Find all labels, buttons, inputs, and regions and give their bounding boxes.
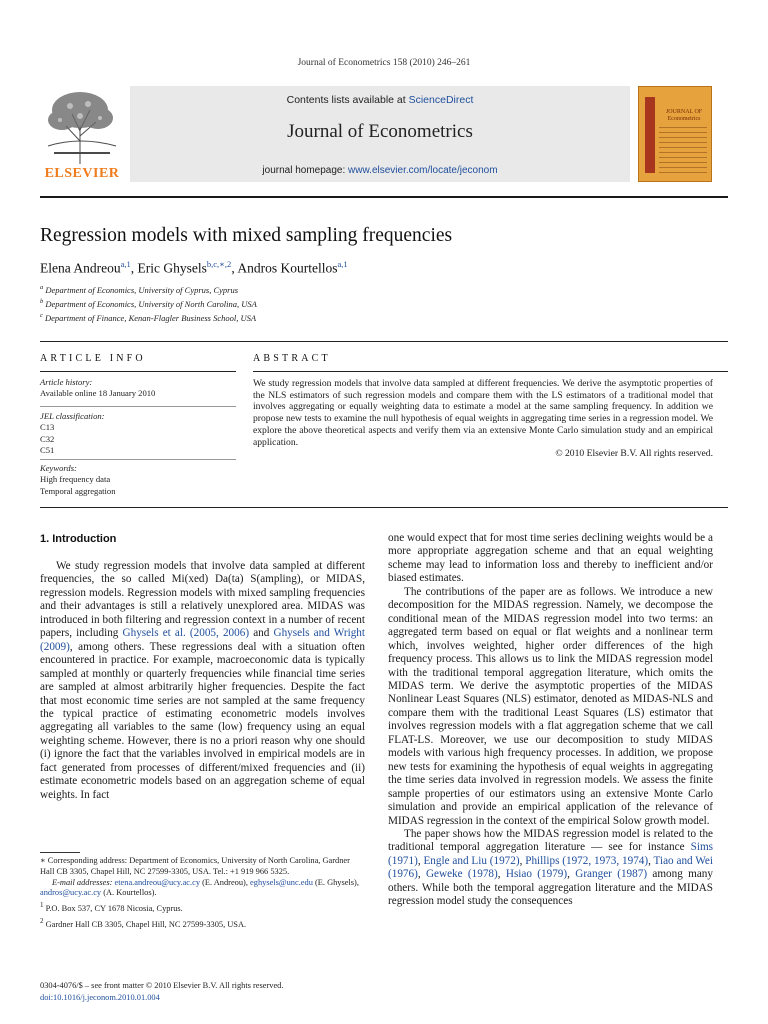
intro-paragraph-3	[388, 828, 713, 909]
journal-homepage-link[interactable]: www.elsevier.com/locate/jeconom	[348, 165, 498, 176]
jel-block	[40, 411, 236, 457]
footnote-text: Corresponding address: Department of Economics, University of North Carolina, Gardner Hall CB 3305, Chapel Hill, NC 27599-3305, USA. Tel.: +1 919 966 5325.	[40, 856, 350, 876]
keyword: High frequency data	[40, 474, 111, 485]
separator: ,	[417, 868, 426, 881]
abstract-rule	[253, 371, 728, 372]
citation-link[interactable]: Granger (1987)	[575, 868, 648, 881]
jel-label: JEL classification:	[40, 411, 105, 421]
article-info-divider	[40, 459, 236, 460]
sciencedirect-link[interactable]: ScienceDirect	[408, 94, 474, 106]
citation-link[interactable]: Phillips (1972, 1973, 1974)	[525, 854, 649, 867]
citation-link[interactable]: Engle and Liu (1972)	[423, 854, 520, 867]
footnote-1	[40, 900, 365, 915]
intro-paragraph-continued: one would expect that for most time series declining weights would be a more appropriate aggregation scheme and that an equal weighting scheme may lead to information loss and thereby to inefficient and/or biased estimates.	[388, 532, 713, 585]
citation-link[interactable]: Ghysels and Wright (2009)	[40, 627, 365, 653]
separator: ,	[519, 854, 526, 867]
cover-title-line-2: Econometrics	[667, 116, 701, 122]
affiliation-b	[40, 298, 257, 309]
author-name: Andros Kourtellos	[237, 260, 338, 276]
separator: ,	[648, 854, 654, 867]
section-heading-introduction: 1. Introduction	[40, 533, 117, 545]
article-info-rule	[40, 371, 236, 372]
title-block-rule	[40, 341, 728, 342]
affiliation-key: b	[40, 298, 44, 305]
footnote-corresponding	[40, 856, 365, 878]
intro-text: We study regression models that involve data sampled at different frequencies, the so called Mi(xed) Da(ta) S(ampling), or MIDAS, regression models. Regression models with mixed sampling frequencies and their advantages is still a relatively unexplored area. MIDAS was introduced in both filtering and regression context in a number of recent papers, including	[40, 560, 365, 640]
separator: ,	[497, 868, 506, 881]
footnote-mark: 1	[40, 901, 44, 910]
homepage-line	[130, 165, 630, 176]
contents-line	[130, 94, 630, 106]
left-column-text	[40, 560, 365, 802]
email-link[interactable]: eghysels@unc.edu	[250, 877, 313, 887]
email-link[interactable]: etena.andreou@ucy.ac.cy	[114, 877, 201, 887]
abstract-heading: ABSTRACT	[253, 353, 331, 364]
citation-link[interactable]: Geweke (1978)	[425, 868, 498, 881]
footnote-mark: 2	[40, 916, 44, 925]
footnote-rule	[40, 852, 80, 853]
affiliation-key: a	[40, 284, 44, 291]
author-affiliation-marks[interactable]: a,1	[120, 259, 131, 269]
author-list: Elena Andreou$^{a,1}$, Eric Ghysels$^{b,c,∗,2}$, Andros Kourtellos$^{a,1}$	[40, 259, 348, 276]
citation-link[interactable]: Sims (1971)	[388, 841, 713, 867]
article-info-block	[40, 377, 236, 400]
intro-text: The paper shows how the MIDAS regression model is related to the traditional temporal aggregation literature — see for instance	[388, 827, 713, 854]
author-affiliation-marks[interactable]: a,1	[337, 259, 348, 269]
email-owner: (E. Ghysels),	[312, 877, 359, 887]
homepage-prefix: journal homepage:	[262, 165, 349, 176]
author-name: Eric Ghysels	[137, 260, 207, 276]
footnote-emails	[40, 878, 365, 900]
footnote-mark: ∗	[40, 856, 46, 865]
article-info-heading: ARTICLE INFO	[40, 353, 146, 364]
cover-title-line-1: JOURNAL OF	[665, 109, 703, 115]
doi-link[interactable]: doi:10.1016/j.jeconom.2010.01.004	[40, 992, 160, 1002]
contents-prefix: Contents lists available at	[286, 94, 409, 106]
issn-line: 0304-4076/$ – see front matter © 2010 Elsevier B.V. All rights reserved.	[40, 981, 284, 990]
affiliation-text: Department of Economics, University of Cyprus, Cyprus	[45, 284, 239, 295]
article-info-divider	[40, 406, 236, 407]
journal-cover-thumbnail	[638, 86, 712, 182]
abstract-copyright: © 2010 Elsevier B.V. All rights reserved.	[555, 448, 713, 460]
affiliation-a	[40, 284, 238, 295]
cover-title	[659, 109, 709, 123]
journal-reference: Journal of Econometrics 158 (2010) 246–261	[297, 58, 471, 68]
author-name: Elena Andreou	[40, 260, 121, 276]
intro-text: and	[249, 627, 274, 640]
footnote-text: Gardner Hall CB 3305, Chapel Hill, NC 27599-3305, USA.	[43, 919, 247, 929]
intro-paragraph-1	[40, 560, 365, 802]
footnote-text: P.O. Box 537, CY 1678 Nicosia, Cyprus.	[43, 903, 183, 913]
abstract-bottom-rule	[40, 507, 728, 508]
footnotes	[40, 856, 365, 930]
email-owner: (E. Andreou),	[200, 877, 251, 887]
keyword: Temporal aggregation	[40, 485, 116, 496]
footnote-2	[40, 916, 365, 931]
elsevier-tree-icon	[40, 86, 124, 166]
paper-title: Regression models with mixed sampling frequencies	[40, 225, 453, 246]
history-label: Article history:	[40, 377, 93, 387]
abstract-text: We study regression models that involve data sampled at different frequencies. We derive the asymptotic properties of the NLS estimators of such regression models and compare them with the LS estimators of a traditional model that involves aggregating or equally weighting data to estimate a model at the same sampling frequency. In addition we propose new tests to examine the null hypothesis of equal weights in aggregating time series in a regression model. We explore the above theoretical aspects and verify them via an extensive Monte Carlo simulation study and an empirical application.	[253, 378, 713, 448]
email-label: E-mail addresses:	[52, 877, 115, 887]
front-matter	[40, 980, 283, 1003]
affiliation-key: c	[40, 312, 43, 319]
jel-code: C51	[40, 445, 55, 456]
jel-code: C13	[40, 422, 55, 433]
abstract-text-block	[253, 378, 713, 460]
citation-link[interactable]: Hsiao (1979)	[505, 868, 568, 881]
keywords-block	[40, 463, 236, 497]
author-affiliation-marks[interactable]: b,c,∗,2	[206, 259, 232, 269]
affiliation-text: Department of Economics, University of North Carolina, USA	[45, 298, 257, 309]
email-owner: (A. Kourtellos).	[101, 888, 157, 898]
jel-code: C32	[40, 433, 55, 444]
keywords-label: Keywords:	[40, 463, 77, 473]
cover-strip	[645, 97, 655, 173]
intro-paragraph-2: The contributions of the paper are as follows. We introduce a new decomposition for the MIDAS regression. Namely, we decompose the conditional mean of the MIDAS regression model into two terms: an aggregated term based on equal or flat weights and a nonlinear term which, involves weighted, higher order differences of the high frequency process. This allows us to link the MIDAS regression model with the traditional temporal aggregation literature, which omits the MIDAS term. We derive the asymptotic properties of the MIDAS Nonlinear Least Squares (NLS) estimator, denoted as MIDAS-NLS and compare them with the traditional Least Squares (LS) estimator that involves regression models with a flat aggregation scheme that we call FLAT-LS. Moreover, we use our decomposition to study MIDAS models with various high frequency processes. In addition, we propose new tests for examining the hypothesis of equal weights in aggregating the time series data involved in regression models. We assess the finite sample properties of our estimators using an extensive Monte Carlo simulation and provide an empirical application of the relevance of MIDAS regression in the context of the empirical Solow growth model.	[388, 585, 713, 827]
citation-link[interactable]: Ghysels et al. (2005, 2006)	[122, 627, 250, 640]
affiliation-c	[40, 312, 256, 323]
header-rule	[40, 196, 728, 198]
email-link[interactable]: andros@ucy.ac.cy	[40, 888, 102, 898]
history-value: Available online 18 January 2010	[40, 388, 156, 399]
citation-link[interactable]: Tiao and Wei (1976)	[388, 854, 714, 881]
journal-title: Journal of Econometrics	[287, 121, 473, 142]
publisher-name: ELSEVIER	[44, 166, 120, 181]
affiliation-text: Department of Finance, Kenan-Flagler Business School, USA	[45, 312, 257, 323]
intro-text: among many others. While both the temporal aggregation literature and the MIDAS regression model study the consequences	[388, 868, 713, 908]
separator: ,	[417, 854, 424, 867]
intro-text: , among others. These regressions deal with a situation often encountered in practice. For example, macroeconomic data is typically sampled at monthly or quarterly frequencies while financial time series are sampled at almost arbitrarily higher frequencies. Despite the fact that most economic time series are not sampled at the same frequency the typical practice of estimating econometric models involves aggregating all variables to the same (low) frequency using an equal weighting scheme. However, there is no a priori reason why one should (i) ignore the fact that the variables involved in empirical models are in fact generated from processes of different/mixed frequencies and (ii) estimate econometric models based on an aggregation scheme of equal weights. In fact	[40, 640, 365, 801]
separator: ,	[567, 868, 576, 881]
cover-contents-lines	[659, 127, 707, 173]
right-column-text	[388, 532, 713, 909]
